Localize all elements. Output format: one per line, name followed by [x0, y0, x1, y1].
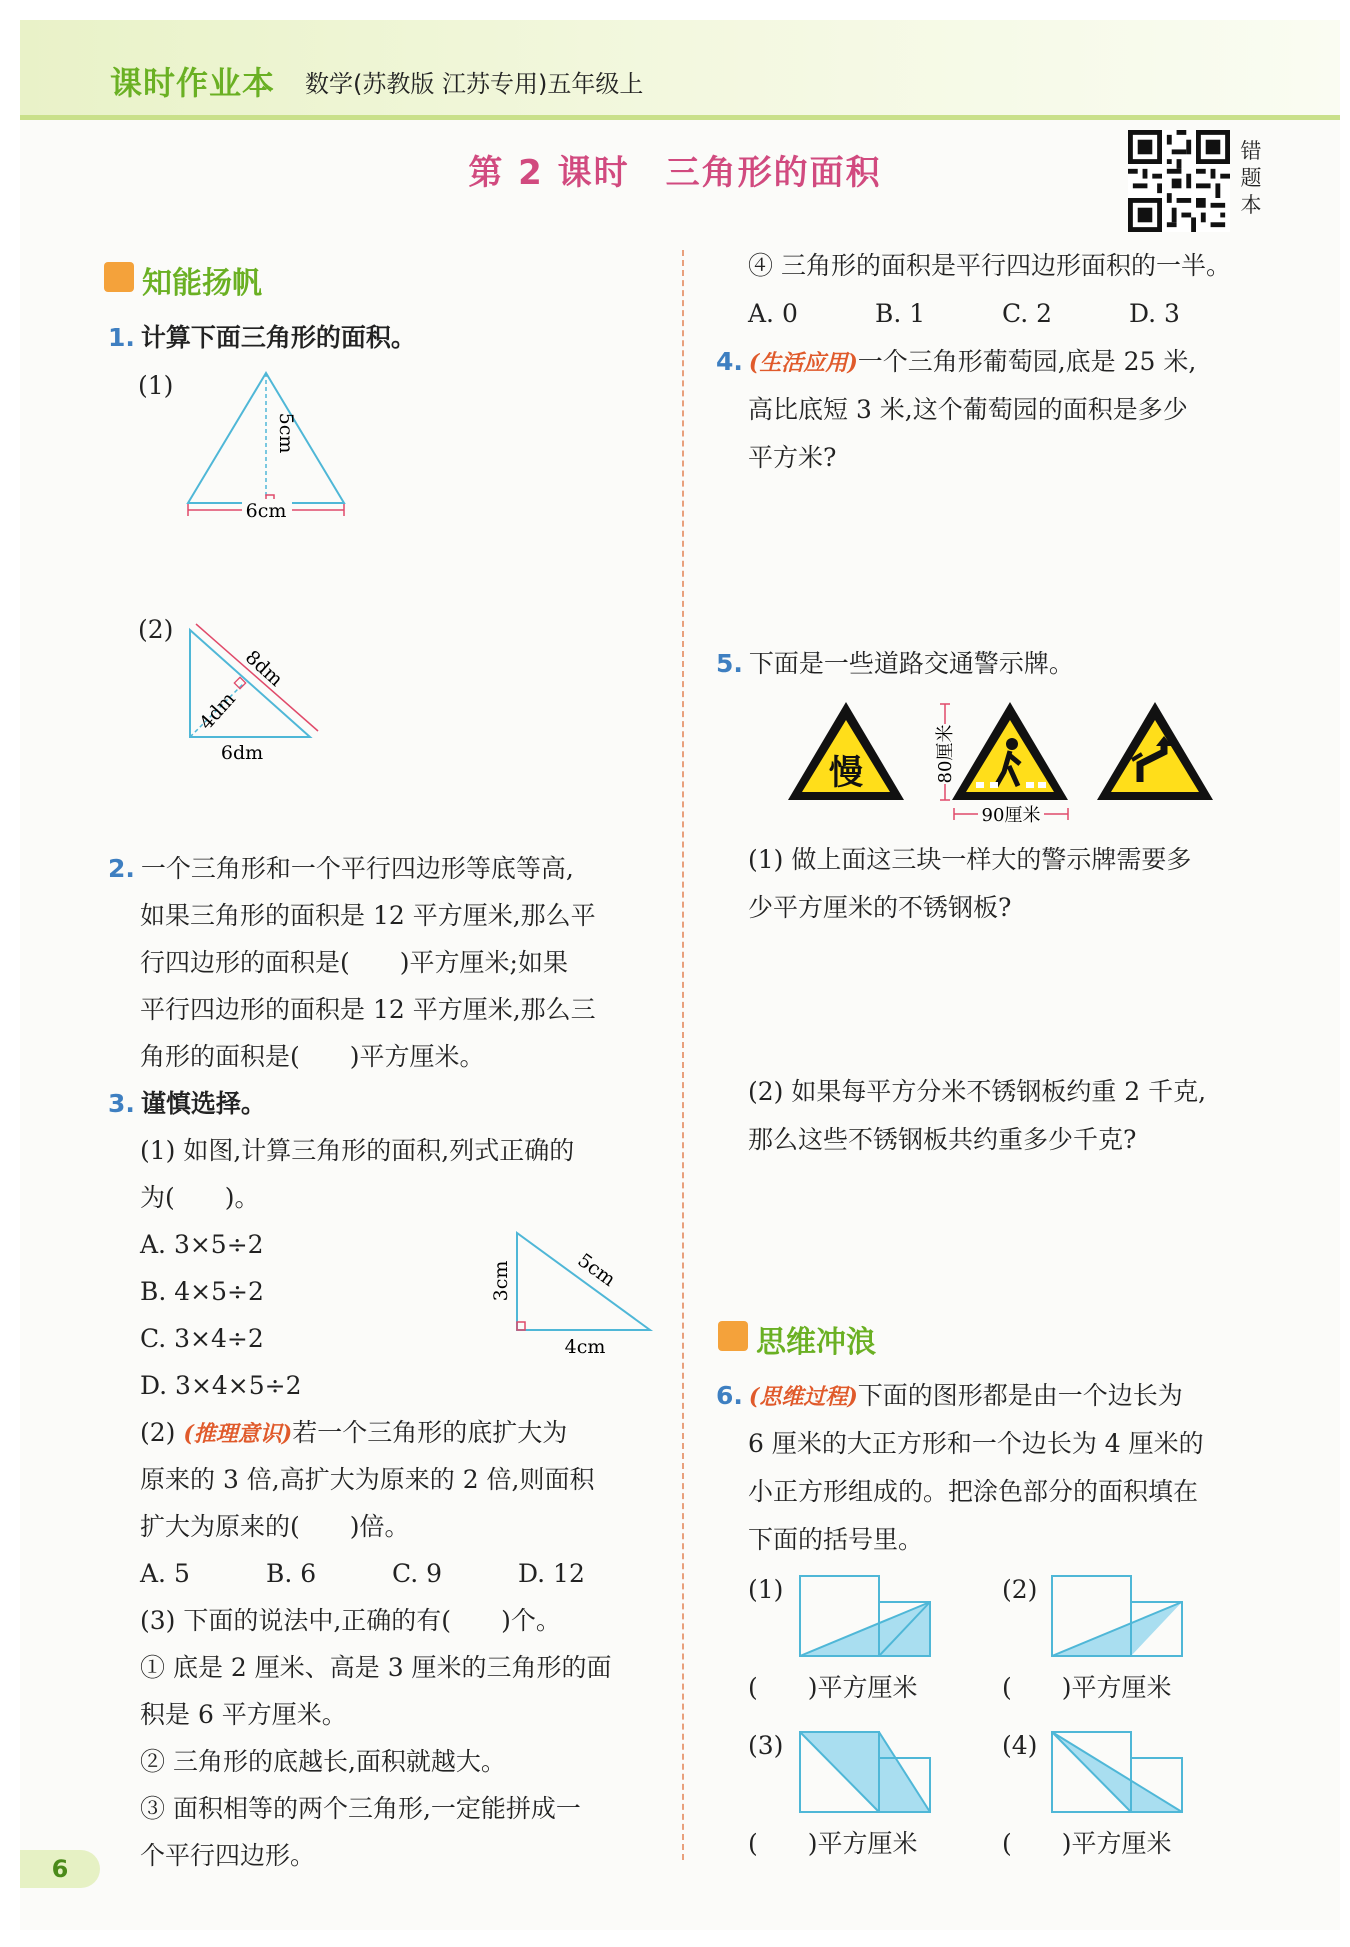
q3-option-d[interactable]: D. 3×4×5÷2: [140, 1371, 302, 1400]
qr-code-icon[interactable]: [1128, 130, 1230, 232]
q3-number: 3.: [108, 1089, 135, 1118]
q1-fig1-label: (1): [138, 371, 174, 400]
q6-figure-4: [1050, 1730, 1185, 1815]
q6-fig3-label: (3): [748, 1731, 784, 1760]
q3-statement-2: ② 三角形的底越长,面积就越大。: [140, 1747, 506, 1776]
q2-line-1: 2. 一个三角形和一个平行四边形等底等高,: [108, 854, 574, 883]
q6-figure-2: [1050, 1574, 1185, 1659]
q3-p3-option-a[interactable]: A. 0: [748, 299, 798, 328]
reasoning-tag: (推理意识): [183, 1421, 293, 1447]
q1-fig2-hyp-label: 8dm: [240, 646, 288, 691]
q3-option-a[interactable]: A. 3×5÷2: [140, 1230, 264, 1259]
q6-line-4: 下面的括号里。: [748, 1525, 924, 1554]
page-number: 6: [20, 1850, 100, 1888]
q1-number: 1.: [108, 323, 135, 352]
q6-answer-4: ( )平方厘米: [1002, 1829, 1172, 1858]
q3-fig-hyp-label: 5cm: [573, 1249, 620, 1292]
qr-label: 错题本: [1240, 139, 1262, 217]
q6-line-1: 6. (思维过程)下面的图形都是由一个边长为: [716, 1381, 1183, 1410]
q3-statement-3b: 个平行四边形。: [140, 1841, 316, 1870]
sail-icon: [104, 262, 134, 292]
slow-sign-icon: [788, 702, 904, 800]
thinking-tag: (思维过程): [748, 1384, 858, 1410]
q1-text: 计算下面三角形的面积。: [140, 323, 416, 352]
q5-p1-line-1: (1) 做上面这三块一样大的警示牌需要多: [748, 845, 1192, 874]
section-heading-1: 知能扬帆: [142, 266, 262, 301]
q2-line-5: 角形的面积是( )平方厘米。: [140, 1042, 485, 1071]
q6-figure-3: [798, 1730, 933, 1815]
q4-line-2: 高比底短 3 米,这个葡萄园的面积是多少: [748, 395, 1188, 424]
q1-fig1-height-label: 5cm: [275, 412, 297, 454]
q3-statement-1b: 积是 6 平方厘米。: [140, 1700, 347, 1729]
q3-right-triangle: [485, 1225, 665, 1365]
q3-statement-4: ④ 三角形的面积是平行四边形面积的一半。: [748, 251, 1231, 280]
q3-fig-side-label: 3cm: [490, 1260, 512, 1302]
q1-stem: [108, 322, 416, 354]
column-divider: [682, 250, 684, 1860]
q6-line-3: 小正方形组成的。把涂色部分的面积填在: [748, 1477, 1199, 1506]
q6-line-2: 6 厘米的大正方形和一个边长为 4 厘米的: [748, 1429, 1204, 1458]
q5-warning-signs: [780, 696, 1230, 831]
q2-line-4: 平行四边形的面积是 12 平方厘米,那么三: [140, 995, 596, 1024]
q4-number: 4.: [716, 347, 743, 376]
q6-answer-1: ( )平方厘米: [748, 1673, 918, 1702]
q1-fig2-label: (2): [138, 615, 174, 644]
sign-height-label: 80厘米: [935, 724, 956, 784]
q3-p3-option-b[interactable]: B. 1: [875, 299, 926, 328]
q4-line-3: 平方米?: [748, 443, 837, 472]
q3-p2-option-c[interactable]: C. 9: [392, 1559, 443, 1588]
q1-fig2-height-label: 4dm: [195, 687, 240, 735]
q4-line-1: 4. (生活应用)一个三角形葡萄园,底是 25 米,: [716, 347, 1197, 376]
q3-option-c[interactable]: C. 3×4÷2: [140, 1324, 264, 1353]
pedestrian-crossing-sign-icon: [952, 702, 1068, 800]
q6-fig2-label: (2): [1002, 1575, 1038, 1604]
q3-p2-line-3: 扩大为原来的( )倍。: [140, 1512, 410, 1541]
q3-p2-line-1: (2) (推理意识)若一个三角形的底扩大为: [140, 1418, 568, 1447]
q3-p1-line-2: 为( )。: [140, 1183, 260, 1212]
wave-icon: [718, 1321, 748, 1351]
lesson-title: 第 2 课时 三角形的面积: [468, 153, 882, 193]
q3-p2-line-2: 原来的 3 倍,高扩大为原来的 2 倍,则面积: [140, 1465, 595, 1494]
q3-statement-1a: ① 底是 2 厘米、高是 3 厘米的三角形的面: [140, 1653, 612, 1682]
q2-line-3: 行四边形的面积是( )平方厘米;如果: [140, 948, 568, 977]
q5-stem: 5. 下面是一些道路交通警示牌。: [716, 649, 1074, 678]
q3-p3-option-c[interactable]: C. 2: [1002, 299, 1053, 328]
q6-figure-1: [798, 1574, 933, 1659]
application-tag: (生活应用): [748, 350, 858, 376]
q5-p2-line-2: 那么这些不锈钢板共约重多少千克?: [748, 1125, 1137, 1154]
q6-answer-3: ( )平方厘米: [748, 1829, 918, 1858]
section-heading-2: 思维冲浪: [756, 1325, 876, 1360]
q3-p2-option-d[interactable]: D. 12: [518, 1559, 585, 1588]
q3-p1-line-1: (1) 如图,计算三角形的面积,列式正确的: [140, 1136, 575, 1165]
sign-base-label: 90厘米: [981, 805, 1041, 826]
book-subtitle: 数学(苏教版 江苏专用)五年级上: [305, 70, 644, 98]
q3-option-b[interactable]: B. 4×5÷2: [140, 1277, 264, 1306]
q1-triangle-2: [180, 615, 340, 765]
turn-sign-icon: [1097, 702, 1213, 800]
q5-p1-line-2: 少平方厘米的不锈钢板?: [748, 893, 1012, 922]
q1-fig2-base-label: 6dm: [220, 742, 264, 764]
q3-fig-base-label: 4cm: [564, 1336, 606, 1358]
q2-number: 2.: [108, 854, 135, 883]
q6-fig4-label: (4): [1002, 1731, 1038, 1760]
q3-p3-option-d[interactable]: D. 3: [1129, 299, 1180, 328]
q3-p2-option-b[interactable]: B. 6: [266, 1559, 317, 1588]
q1-triangle-1: [180, 365, 360, 525]
q5-p2-line-1: (2) 如果每平方分米不锈钢板约重 2 千克,: [748, 1077, 1207, 1106]
brand-title: 课时作业本: [110, 64, 276, 102]
q3-statement-3a: ③ 面积相等的两个三角形,一定能拼成一: [140, 1794, 581, 1823]
q6-number: 6.: [716, 1381, 743, 1410]
q2-line-2: 如果三角形的面积是 12 平方厘米,那么平: [140, 901, 596, 930]
q6-fig1-label: (1): [748, 1575, 784, 1604]
slow-sign-text: 慢: [829, 753, 863, 793]
q5-number: 5.: [716, 649, 743, 678]
q3-p2-option-a[interactable]: A. 5: [140, 1559, 190, 1588]
q3-stem: 3. 谨慎选择。: [108, 1089, 266, 1118]
q3-p3-line-1: (3) 下面的说法中,正确的有( )个。: [140, 1606, 561, 1635]
q6-answer-2: ( )平方厘米: [1002, 1673, 1172, 1702]
q1-fig1-base-label: 6cm: [245, 500, 287, 522]
